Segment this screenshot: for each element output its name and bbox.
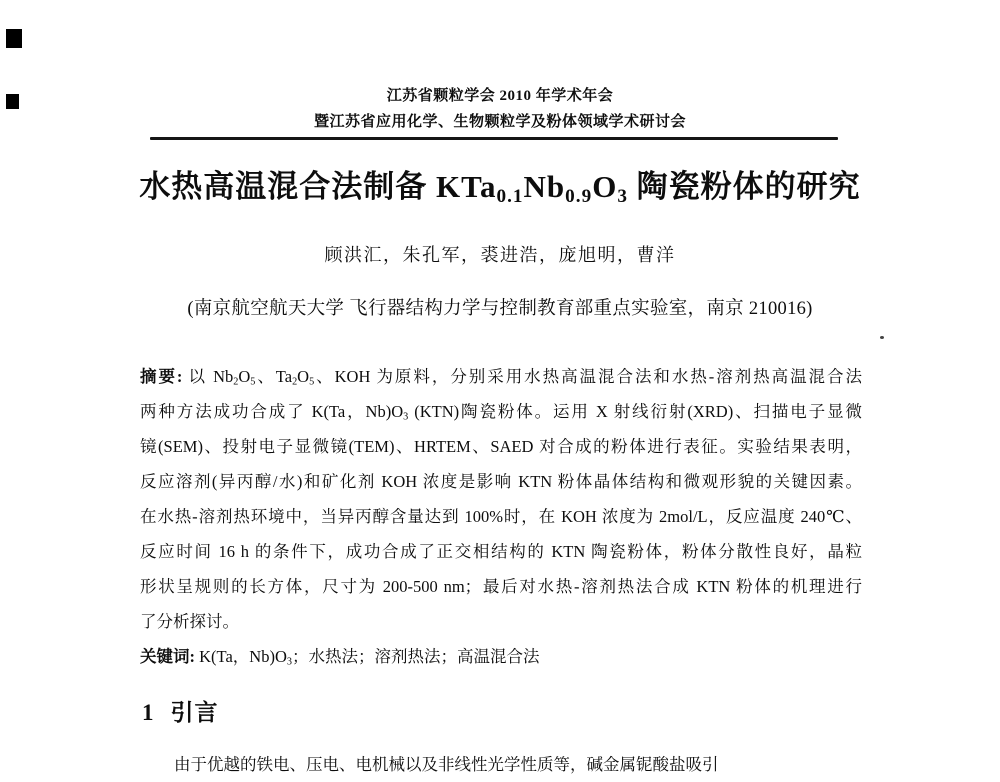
abstract-line-text: 以 $Nb_2O_5$、$Ta_2O_5$、KOH 为原料，分别采用水热高温混合法和水热-溶剂热高温混合法 (188, 367, 862, 388)
affiliation-line: (南京航空航天大学 飞行器结构力学与控制教育部重点实验室，南京 210016) (187, 299, 813, 319)
keywords-label: 关键词: (140, 647, 195, 666)
abstract-line: 了分析探讨。 (140, 612, 239, 631)
abstract-line: 反应溶剂(异丙醇/水)和矿化剂 KOH 浓度是影响 KTN 粉体晶体结构和微观形貌的关键因素。 (140, 472, 862, 491)
section-heading (142, 694, 219, 727)
intro-first-line-clipped: 由于优越的铁电、压电、电机械以及非线性光学性质等，碱金属铌酸盐吸引 (174, 755, 719, 774)
keywords-text: K(Ta，$Nb)O_3$；水热法；溶剂热法；高温混合法 (199, 647, 540, 668)
section-title: 引言 (170, 700, 219, 725)
scan-artifact-stray-dot (880, 336, 884, 339)
abstract-line: 在水热-溶剂热环境中，当异丙醇含量达到 100%时，在 KOH 浓度为 2mol/L，反应温度 240℃、 (140, 507, 862, 526)
conference-header (0, 83, 1000, 135)
paper-title: 水热高温混合法制备 $KTa_{0.1}Nb_{0.9}O_3$ 陶瓷粉体的研究 (139, 169, 861, 207)
section-number: 1 (142, 700, 155, 725)
keywords-line (140, 639, 862, 674)
scan-artifact-black-square-top (6, 29, 22, 48)
abstract-line: 反应时间 16 h 的条件下，成功合成了正交相结构的 KTN 陶瓷粉体，粉体分散性良好，晶粒 (140, 542, 862, 561)
conference-header-line1: 江苏省颗粒学会 2010 年学术年会 (386, 88, 614, 104)
abstract-line: 形状呈规则的长方体，尺寸为 200-500 nm；最后对水热-溶剂热法合成 KTN 粉体的机理进行 (140, 577, 862, 596)
header-rule-line (150, 137, 838, 140)
abstract-block (140, 359, 862, 674)
abstract-line: 两种方法成功合成了 K(Ta，$Nb)O_3$ (KTN)陶瓷粉体。运用 X 射线衍射(XRD)、扫描电子显微 (140, 402, 862, 423)
authors-line: 顾洪汇，朱孔军，裘进浩，庞旭明，曹洋 (324, 245, 676, 265)
abstract-label: 摘要: (140, 367, 183, 386)
abstract-line: 镜(SEM)、投射电子显微镜(TEM)、HRTEM、SAED 对合成的粉体进行表征。实验结果表明， (140, 437, 862, 456)
conference-header-line2: 暨江苏省应用化学、生物颗粒学及粉体领域学术研讨会 (313, 114, 686, 130)
abstract-line (140, 359, 862, 394)
